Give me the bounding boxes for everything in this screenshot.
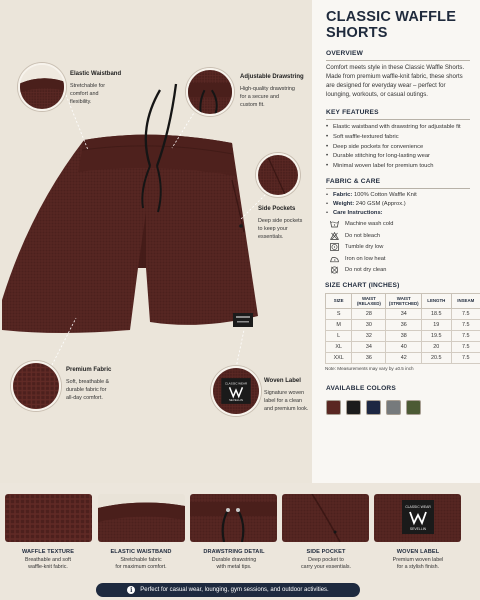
care-item: Iron on low heat [330, 253, 470, 265]
detail-image-side-pocket [282, 494, 369, 542]
detail-image-waffle-texture [5, 494, 92, 542]
colors-section [326, 385, 470, 415]
premium-fabric-zoom [11, 361, 61, 411]
care-heading: • Care Instructions: [326, 210, 470, 216]
detail-image-elastic-waistband [98, 494, 185, 542]
usage-banner [96, 583, 360, 597]
table-row [326, 352, 480, 363]
table-cell: XXL [326, 352, 352, 363]
callout-premium-fabric [66, 367, 128, 402]
feature-item: • Soft waffle-textured fabric [326, 134, 470, 141]
size-chart-section [325, 281, 475, 371]
size-chart-header-row [326, 293, 480, 308]
detail-caption: ELASTIC WAISTBAND Stretchable fabric for maximum comfort. [110, 549, 172, 571]
fabric-care-heading: FABRIC & CARE [326, 178, 381, 186]
table-cell: 7.5 [451, 330, 480, 341]
feature-item: • Minimal woven label for premium touch [326, 163, 470, 170]
callout-text: Signature woven label for a clean and premium look. [264, 389, 309, 413]
table-cell: S [326, 308, 352, 319]
table-cell: 42 [386, 352, 422, 363]
label-text-line1: CLASSIC WEAR [224, 381, 248, 386]
info-icon: i [127, 586, 135, 594]
table-cell: 7.5 [451, 341, 480, 352]
callout-title: Adjustable Drawstring [240, 74, 304, 80]
fabric-row: • Fabric: 100% Cotton Waffle Knit [326, 192, 470, 198]
table-cell: 34 [386, 308, 422, 319]
table-row [326, 308, 480, 319]
table-cell: 30 [352, 319, 386, 330]
callout-side-pockets [258, 206, 312, 241]
care-list [326, 218, 470, 276]
detail-image-woven-label [374, 494, 461, 542]
overview-section [326, 50, 470, 99]
color-swatches [326, 400, 470, 415]
table-cell: XL [326, 341, 352, 352]
no-bleach-icon [330, 232, 339, 240]
table-cell: 28 [352, 308, 386, 319]
color-swatch-navy[interactable] [366, 400, 381, 415]
table-cell: L [326, 330, 352, 341]
divider [326, 119, 470, 120]
color-swatch-grey[interactable] [386, 400, 401, 415]
color-swatch-maroon[interactable] [326, 400, 341, 415]
table-cell: 34 [352, 341, 386, 352]
table-cell: M [326, 319, 352, 330]
label-text-line2: SEVELLIN [228, 398, 244, 403]
table-cell: 32 [352, 330, 386, 341]
table-cell: 7.5 [451, 319, 480, 330]
callout-title: Premium Fabric [66, 367, 112, 373]
table-row [326, 341, 480, 352]
table-cell: 20 [422, 341, 451, 352]
table-cell: 38 [386, 330, 422, 341]
drawstring-zoom [186, 68, 234, 116]
table-cell: 19 [422, 319, 451, 330]
table-cell: 40 [386, 341, 422, 352]
feature-item: • Deep side pockets for convenience [326, 144, 470, 151]
table-row [326, 330, 480, 341]
callout-title: Elastic Waistband [70, 71, 122, 77]
table-cell: 20.5 [422, 352, 451, 363]
divider [326, 188, 470, 189]
care-item: Tumble dry low [330, 241, 470, 253]
callout-title: Woven Label [264, 378, 301, 384]
table-row [326, 319, 480, 330]
column-header: WAIST (RELAXED) [352, 293, 386, 308]
features-heading: KEY FEATURES [326, 108, 379, 116]
detail-image-drawstring [190, 494, 277, 542]
callout-adjustable-drawstring [240, 74, 312, 109]
feature-item: • Elastic waistband with drawstring for adjustable fit [326, 124, 470, 131]
callout-text: Deep side pockets to keep your essentials. [258, 217, 303, 241]
divider [326, 60, 470, 61]
features-list [326, 124, 470, 171]
callout-text: Stretchable for comfort and flexibility. [70, 82, 106, 106]
woven-label-zoom [211, 366, 261, 416]
size-chart-table [325, 293, 480, 364]
detail-caption: WAFFLE TEXTURE Breathable and soft waffle-knit fabric. [21, 549, 75, 571]
overview-heading: OVERVIEW [326, 50, 364, 58]
table-cell: 18.5 [422, 308, 451, 319]
weight-row: • Weight: 240 GSM (Approx.) [326, 201, 470, 207]
color-swatch-black[interactable] [346, 400, 361, 415]
size-chart-note: Note: Measurements may vary by ±0.5 inch [325, 365, 414, 371]
label-text-line1: CLASSIC WEAR [405, 505, 431, 509]
colors-heading: AVAILABLE COLORS [326, 384, 396, 392]
no-dry-clean-icon [330, 266, 339, 274]
table-cell: 36 [386, 319, 422, 330]
care-item: Machine wash cold [330, 218, 470, 230]
care-item: Do not dry clean [330, 264, 470, 276]
callout-text: High-quality drawstring for a secure and custom fit. [240, 85, 295, 109]
iron-low-heat-icon [330, 255, 339, 263]
fabric-care-section [326, 178, 470, 276]
callout-text: Soft, breathable & durable fabric for all-day comfort. [66, 378, 110, 402]
column-header: LENGTH [422, 293, 451, 308]
callout-elastic-waistband [70, 71, 140, 106]
feature-item: • Durable stitching for long-lasting wear [326, 153, 470, 160]
banner-text: Perfect for casual wear, lounging, gym sessions, and outdoor activities. [140, 587, 329, 593]
table-cell: 7.5 [451, 308, 480, 319]
column-header: WAIST (STRETCHED) [386, 293, 422, 308]
column-header: INSEAM [451, 293, 480, 308]
product-details-panel [312, 0, 480, 483]
callout-title: Side Pockets [258, 206, 296, 212]
product-title: CLASSIC WAFFLE SHORTS [326, 9, 457, 41]
detail-caption: DRAWSTRING DETAIL Durable drawstring with metal tips. [203, 549, 265, 571]
callout-woven-label [264, 378, 312, 413]
table-cell: 7.5 [451, 352, 480, 363]
size-chart-heading: SIZE CHART (INCHES) [325, 281, 400, 289]
elastic-waistband-zoom [18, 63, 66, 111]
features-section [326, 109, 470, 171]
label-text-line2: SEVELLIN [409, 527, 427, 531]
machine-wash-cold-icon [330, 220, 339, 228]
detail-caption: SIDE POCKET Deep pocket to carry your essentials. [300, 549, 352, 571]
color-swatch-olive[interactable] [406, 400, 421, 415]
detail-strip [0, 483, 480, 600]
overview-text: Comfort meets style in these Classic Waffle Shorts. Made from premium waffle-knit fabric, these shorts are designed for everyday wear – perfect for lounging, workouts, or casual outings. [326, 64, 465, 98]
table-cell: 19.5 [422, 330, 451, 341]
detail-caption: WOVEN LABEL Premium woven label for a stylish finish. [392, 549, 444, 571]
column-header: SIZE [326, 293, 352, 308]
table-cell: 36 [352, 352, 386, 363]
tumble-dry-low-icon [330, 243, 339, 251]
side-pocket-zoom [256, 153, 300, 197]
care-item: Do not bleach [330, 230, 470, 242]
